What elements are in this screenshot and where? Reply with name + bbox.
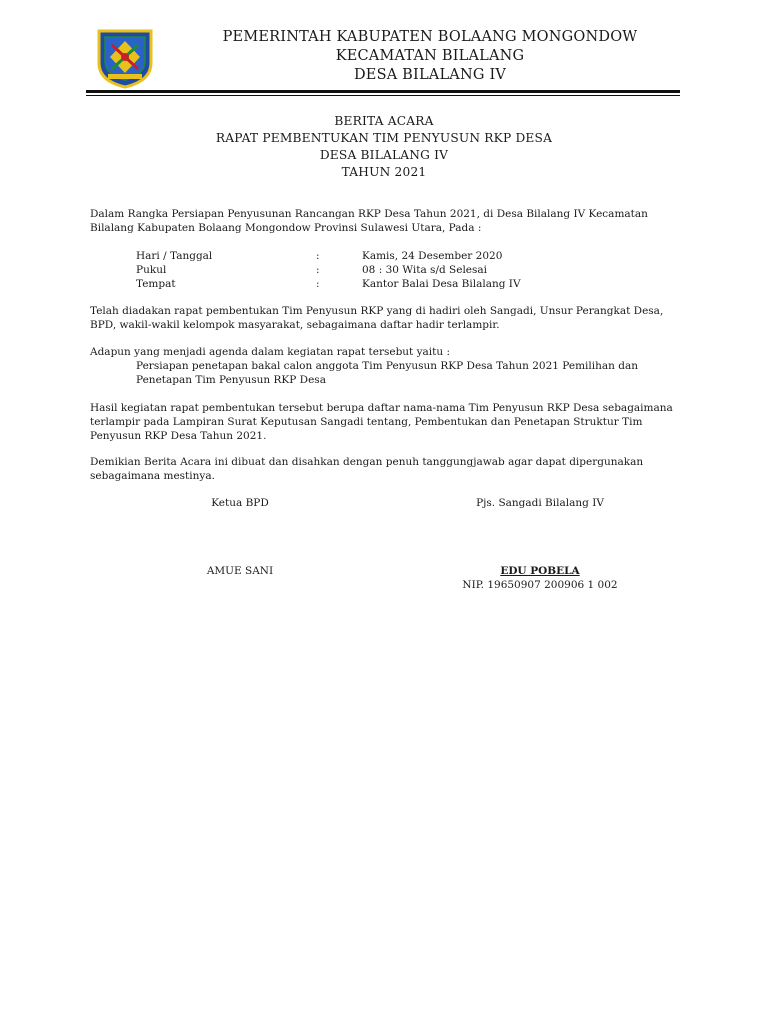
detail-value-place: Kantor Balai Desa Bilalang IV [362,278,521,290]
doc-year: TAHUN 2021 [341,165,427,179]
closing-line-1: Demikian Berita Acara ini dibuat dan disahkan dengan penuh tanggungjawab agar dapat dipergunakan [90,456,644,468]
detail-label-time: Pukul [136,264,167,276]
result-line-1: Hasil kegiatan rapat pembentukan tersebut berupa daftar nama-nama Tim Penyusun RKP Desa sebagaimana [90,402,673,414]
doc-village: DESA BILALANG IV [319,148,449,162]
letterhead-government: PEMERINTAH KABUPATEN BOLAANG MONGONDOW [222,29,638,45]
doc-title: BERITA ACARA [334,114,434,128]
agenda-intro: Adapun yang menjadi agenda dalam kegiatan rapat tersebut yaitu : [90,346,451,358]
intro-line-1: Dalam Rangka Persiapan Penyusunan Rancangan RKP Desa Tahun 2021, di Desa Bilalang IV Kecamatan [90,208,648,220]
intro-line-2: Bilalang Kabupaten Bolaang Mongondow Provinsi Sulawesi Utara, Pada : [90,222,482,234]
letterhead-rule-thick [86,90,680,93]
detail-colon: : [316,278,320,290]
left-signatory-name: AMUE SANI [206,565,274,577]
letterhead-village: DESA BILALANG IV [353,67,507,83]
detail-value-date: Kamis, 24 Desember 2020 [362,250,503,262]
attendance-line-1: Telah diadakan rapat pembentukan Tim Penyusun RKP yang di hadiri oleh Sangadi, Unsur Perangkat Desa, [90,305,664,317]
agenda-item-line-2: Penetapan Tim Penyusun RKP Desa [136,374,326,386]
letterhead-rule-thin [86,95,680,96]
letterhead-district: KECAMATAN BILALANG [335,48,525,64]
right-signatory-nip: NIP. 19650907 200906 1 002 [462,579,618,591]
detail-label-date: Hari / Tanggal [136,250,213,262]
closing-line-2: sebagaimana mestinya. [90,470,215,482]
agenda-item-line-1: Persiapan penetapan bakal calon anggota Tim Penyusun RKP Desa Tahun 2021 Pemilihan dan [136,360,638,372]
detail-colon: : [316,264,320,276]
result-line-3: Penyusun RKP Desa Tahun 2021. [90,430,267,442]
detail-value-time: 08 : 30 Wita s/d Selesai [362,264,488,276]
result-line-2: terlampir pada Lampiran Surat Keputusan Sangadi tentang, Pembentukan dan Penetapan Struktur Tim [90,416,643,428]
regency-logo [96,27,154,89]
left-signatory-role: Ketua BPD [211,497,269,509]
doc-subtitle: RAPAT PEMBENTUKAN TIM PENYUSUN RKP DESA [215,131,553,145]
detail-label-place: Tempat [136,278,176,290]
detail-colon: : [316,250,320,262]
right-signatory-name: EDU POBELA [500,565,580,577]
attendance-line-2: BPD, wakil-wakil kelompok masyarakat, sebagaimana daftar hadir terlampir. [90,319,500,331]
right-signatory-role: Pjs. Sangadi Bilalang IV [476,497,604,509]
